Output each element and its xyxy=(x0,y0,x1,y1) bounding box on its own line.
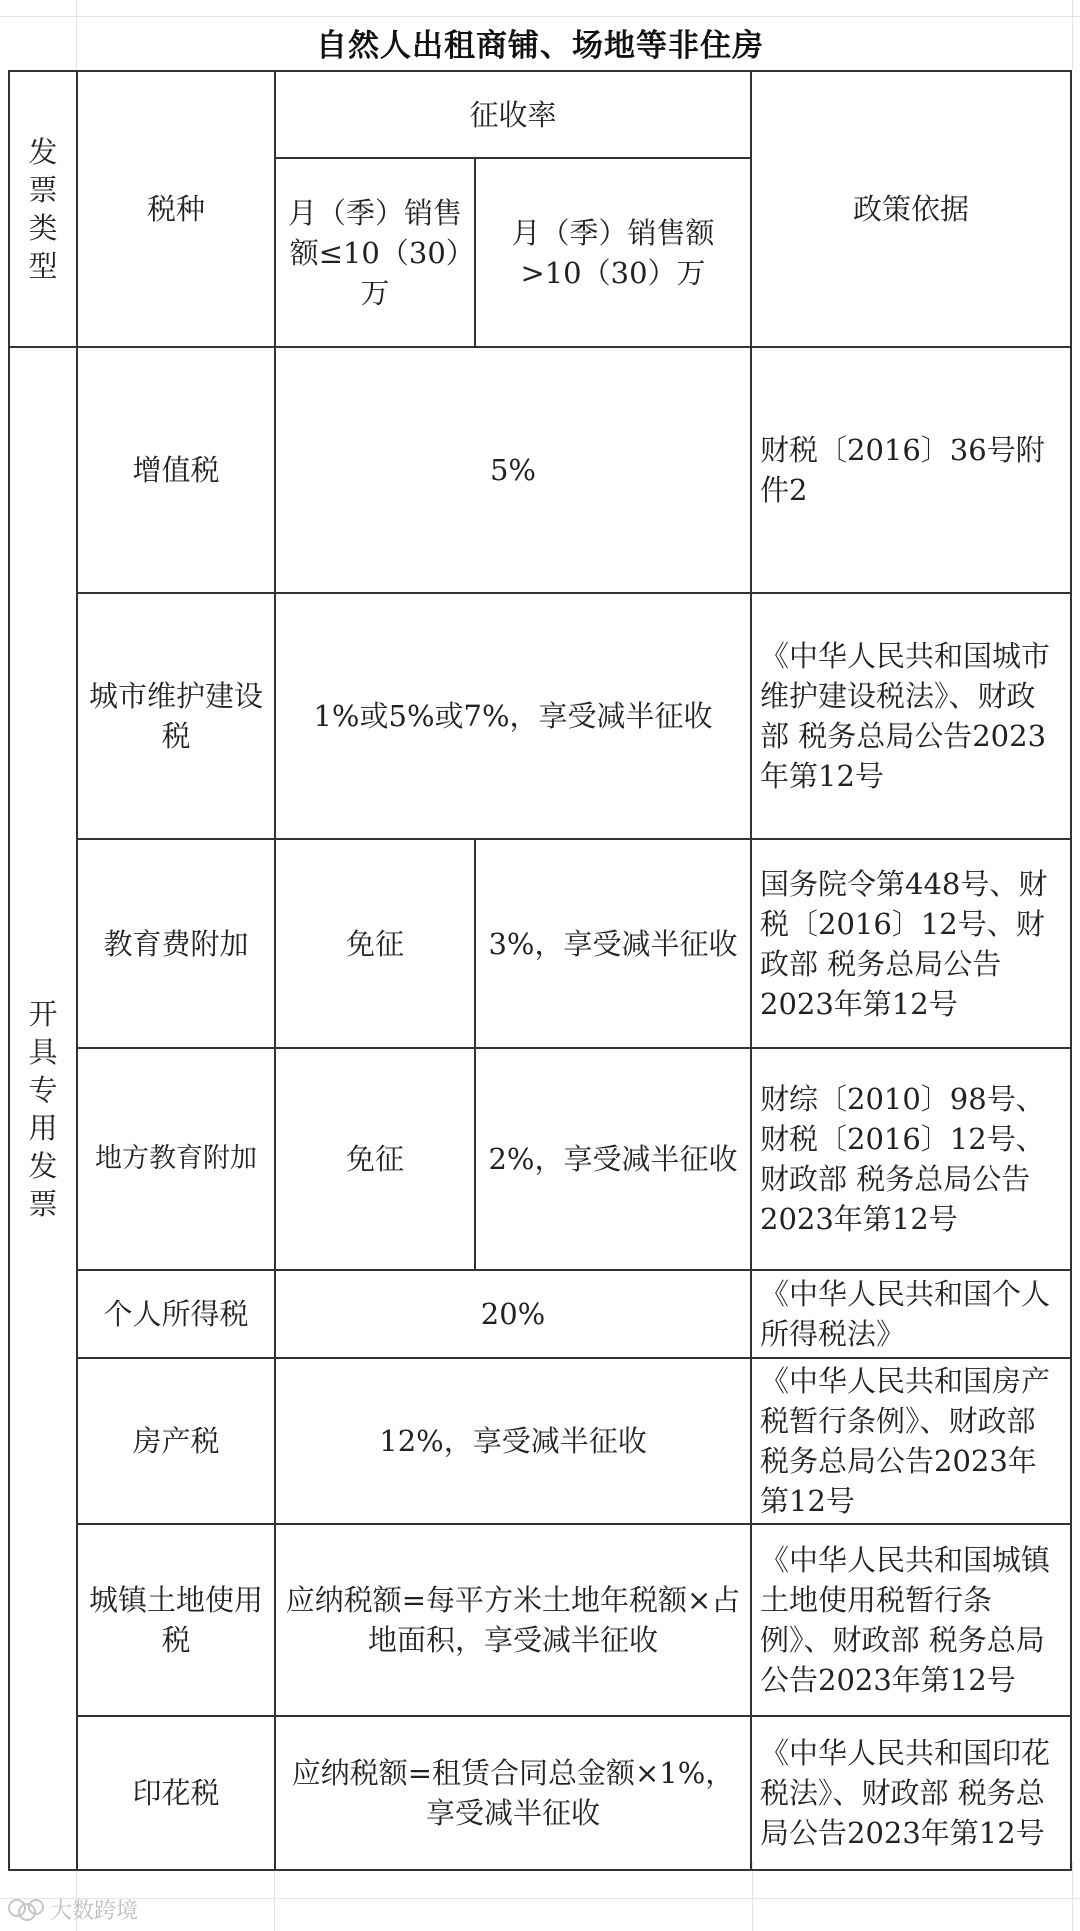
policy-basis: 《中华人民共和国城镇土地使用税暂行条例》、财政部 税务总局公告2023年第12号 xyxy=(751,1524,1071,1716)
policy-basis: 《中华人民共和国城市维护建设税法》、财政部 税务总局公告2023年第12号 xyxy=(751,593,1071,839)
invoice-group-char: 专 xyxy=(28,1072,58,1107)
header-rate-high: 月（季）销售额>10（30）万 xyxy=(475,158,751,347)
tax-rate-low: 免征 xyxy=(275,1048,475,1270)
tax-rate: 5% xyxy=(275,347,751,593)
invoice-group-cell xyxy=(9,347,77,1870)
tax-name: 城镇土地使用税 xyxy=(77,1524,275,1716)
sheet-gridline xyxy=(1072,0,1073,70)
policy-basis: 财税〔2016〕36号附件2 xyxy=(751,347,1071,593)
invoice-group-char: 票 xyxy=(28,1186,58,1221)
header-invoice-type xyxy=(9,71,77,347)
sheet-gridline xyxy=(0,1898,1080,1899)
table-row xyxy=(9,593,1071,839)
watermark xyxy=(8,1894,138,1925)
tax-name: 房产税 xyxy=(77,1358,275,1524)
invoice-group-char: 开 xyxy=(28,996,58,1031)
tax-rate-low: 免征 xyxy=(275,839,475,1048)
sheet-gridline xyxy=(274,1862,275,1931)
table-row xyxy=(9,347,1071,593)
tax-rate: 20% xyxy=(275,1270,751,1358)
invoice-group-char: 具 xyxy=(28,1034,58,1069)
table-row xyxy=(9,1048,1071,1270)
tax-name: 教育费附加 xyxy=(77,839,275,1048)
policy-basis: 《中华人民共和国个人所得税法》 xyxy=(751,1270,1071,1358)
tax-rate: 1%或5%或7%，享受减半征收 xyxy=(275,593,751,839)
header-invoice-type-char: 型 xyxy=(28,249,58,283)
header-rate-low: 月（季）销售额≤10（30）万 xyxy=(275,158,475,347)
header-row xyxy=(9,71,1071,158)
tax-name: 印花税 xyxy=(77,1716,275,1870)
tax-rate: 应纳税额=每平方米土地年税额×占地面积，享受减半征收 xyxy=(275,1524,751,1716)
tax-rate-high: 2%，享受减半征收 xyxy=(475,1048,751,1270)
tax-rate-high: 3%，享受减半征收 xyxy=(475,839,751,1048)
table-row xyxy=(9,1270,1071,1358)
header-basis: 政策依据 xyxy=(751,71,1071,347)
sheet-gridline xyxy=(1072,1862,1073,1931)
tax-name: 个人所得税 xyxy=(77,1270,275,1358)
invoice-group-char: 用 xyxy=(28,1110,58,1145)
tax-rate: 12%，享受减半征收 xyxy=(275,1358,751,1524)
page-title: 自然人出租商铺、场地等非住房 xyxy=(316,27,764,64)
policy-basis: 财综〔2010〕98号、财税〔2016〕12号、财政部 税务总局公告2023年第12号 xyxy=(751,1048,1071,1270)
watermark-logo-icon xyxy=(8,1897,44,1923)
table-row xyxy=(9,1358,1071,1524)
tax-rate: 应纳税额=租赁合同总金额×1%，享受减半征收 xyxy=(275,1716,751,1870)
header-invoice-type-char: 发 xyxy=(28,135,58,169)
table-row xyxy=(9,839,1071,1048)
tax-name: 城市维护建设税 xyxy=(77,593,275,839)
watermark-text: 大数跨境 xyxy=(50,1899,139,1924)
policy-basis: 国务院令第448号、财税〔2016〕12号、财政部 税务总局公告2023年第12号 xyxy=(751,839,1071,1048)
table-row xyxy=(9,1524,1071,1716)
header-rate: 征收率 xyxy=(275,71,751,158)
header-invoice-type-char: 票 xyxy=(28,173,58,207)
policy-basis: 《中华人民共和国房产税暂行条例》、财政部 税务总局公告2023年第12号 xyxy=(751,1358,1071,1524)
tax-name: 增值税 xyxy=(77,347,275,593)
invoice-group-char: 发 xyxy=(28,1148,58,1183)
table-row xyxy=(9,1716,1071,1870)
tax-name: 地方教育附加 xyxy=(77,1048,275,1270)
header-invoice-type-char: 类 xyxy=(28,211,58,245)
header-tax-type: 税种 xyxy=(77,71,275,347)
tax-table xyxy=(8,70,1072,1871)
policy-basis: 《中华人民共和国印花税法》、财政部 税务总局公告2023年第12号 xyxy=(751,1716,1071,1870)
sheet-gridline xyxy=(752,1862,753,1931)
